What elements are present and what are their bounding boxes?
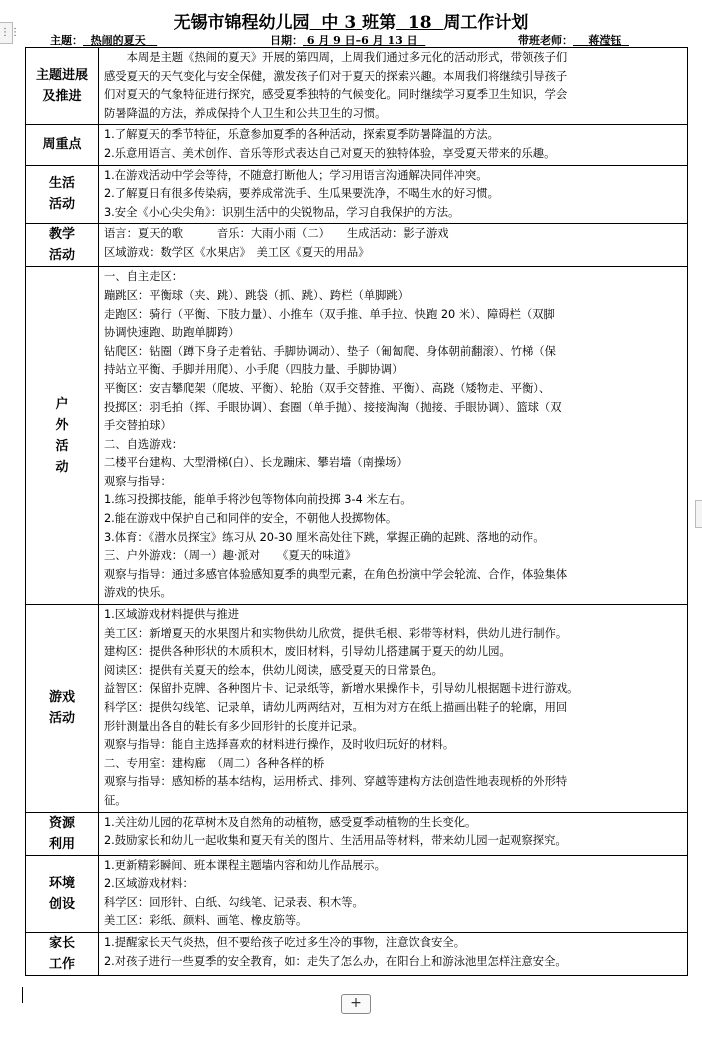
- content-line: 游戏的快乐。: [104, 586, 172, 600]
- content-line: 本周是主题《热闹的夏天》开展的第四周，上周我们通过多元化的活动形式，带领孩子们: [104, 51, 568, 64]
- text-cursor: [22, 987, 23, 1003]
- content-line: 观察与指导：能自主选择喜欢的材料进行操作，及时收归玩好的材料。: [104, 738, 455, 752]
- row-header-text: 工作: [48, 956, 75, 972]
- plan-row-outdoor: [26, 267, 688, 605]
- plan-row-life: [26, 165, 688, 224]
- plan-row-games: [26, 605, 688, 813]
- content-line: 一、自主走区：: [104, 270, 184, 284]
- date-value: 6 月 9 日–6 月 13 日: [306, 34, 418, 47]
- content-line: 们对夏天的气象特征进行探究，感受夏季独特的气候变化。同时继续学习夏季卫生知识，学会: [104, 88, 568, 102]
- weekly-plan-table: [25, 47, 688, 976]
- right-scroll-handle[interactable]: [695, 500, 702, 528]
- row-header-environment: [26, 855, 99, 932]
- content-line: 建构区：提供各种形状的木质积木，废旧材料，引导幼儿搭建属于夏天的幼儿园。: [104, 645, 511, 659]
- content-line: 阅读区：提供有关夏天的绘本，供幼儿阅读，感受夏天的日常景色。: [104, 663, 443, 677]
- row-header-life: [26, 165, 99, 224]
- content-line: 3.安全《小心尖尖角》：识别生活中的尖锐物品，学习自我保护的方法。: [104, 205, 460, 219]
- content-line: 防暑降温的方法，养成保持个人卫生和公共卫生的习惯。: [104, 106, 387, 120]
- content-line: 2.了解夏日有很多传染病，要养成常洗手、生瓜果要洗净，不喝生水的好习惯。: [104, 187, 499, 201]
- row-header-text: 游戏: [48, 690, 75, 706]
- row-header-text: 利用: [48, 836, 75, 852]
- plan-row-progress: [26, 48, 688, 125]
- content-line: 蹦跳区：平衡球（夹、跳）、跳袋（抓、跳）、跨栏（单脚跳）: [104, 288, 410, 302]
- row-header-text: 及推进: [42, 89, 82, 105]
- content-line: 1.区域游戏材料提供与推进: [104, 608, 240, 622]
- content-line: 科学区：提供勾线笔、记录单，请幼儿两两结对，互相为对方在纸上描画出鞋子的轮廓，用回: [104, 701, 568, 714]
- page-title: [0, 8, 702, 33]
- content-line: 征。: [104, 793, 127, 807]
- content-line: 协调快速跑、助跑单脚跨）: [104, 326, 240, 340]
- row-header-games: [26, 605, 99, 813]
- content-line: 益智区：保留扑克牌、各种图片卡、记录纸等，新增水果操作卡，引导幼儿根据题卡进行游戏。: [104, 682, 579, 696]
- plan-row-teaching: [26, 224, 688, 267]
- teacher-label: 带班老师：: [518, 34, 573, 47]
- content-line: 2.区域游戏材料：: [104, 877, 194, 891]
- row-header-text: 活动: [48, 248, 75, 264]
- row-header-teaching: [26, 224, 99, 267]
- content-line: 投掷区：羽毛拍（挥、手眼协调）、套圈（单手抛）、接接淘淘（抛接、手眼协调）、篮球（双: [104, 400, 562, 414]
- plan-row-environment: [26, 855, 688, 932]
- row-content-focus[interactable]: [99, 125, 688, 165]
- content-line: 1.提醒家长天气炎热，但不要给孩子吃过多生冷的事物，注意饮食安全。: [104, 935, 465, 949]
- row-header-text: 创设: [48, 896, 75, 912]
- row-content-progress[interactable]: [99, 48, 688, 125]
- row-header-progress: [26, 48, 99, 125]
- row-content-teaching[interactable]: [99, 224, 688, 267]
- row-header-text: 生活: [48, 176, 75, 192]
- content-line: 科学区：回形针、白纸、勾线笔、记录表、积木等。: [104, 895, 364, 909]
- content-line: 观察与指导：感知桥的基本结构，运用桥式、排列、穿越等建构方法创造性地表现桥的外形特: [104, 775, 568, 789]
- row-header-focus: [26, 125, 99, 165]
- row-header-text: 活: [55, 438, 69, 454]
- content-line: 手交替拍球）: [104, 419, 172, 433]
- content-line: 美工区：彩纸、颜料、画笔、橡皮筋等。: [104, 914, 308, 928]
- content-line: 走跑区：骑行（平衡、下肢力量）、小推车（双手推、单手拉、快跑 20 米）、障碍栏（双脚: [104, 307, 555, 321]
- kindergarten-name: 无锡市锦程幼儿园: [173, 13, 310, 33]
- content-line: 平衡区：安吉攀爬架（爬坡、平衡）、轮胎（双手交替推、平衡）、高跷（矮物走、平衡）、: [104, 381, 551, 395]
- content-line: 1.更新精彩瞬间、班本课程主题墙内容和幼儿作品展示。: [104, 858, 386, 872]
- content-line: 1.在游戏活动中学会等待，不随意打断他人；学习用语言沟通解决同伴冲突。: [104, 168, 488, 182]
- row-header-text: 环境: [48, 875, 75, 891]
- plan-row-parents: [26, 932, 688, 975]
- content-line: 2.鼓励家长和幼儿一起收集和夏天有关的图片、生活用品等材料，带来幼儿园一起观察探究。: [104, 834, 567, 848]
- content-line: 2.能在游戏中保护自己和同伴的安全，不朝他人投掷物体。: [104, 512, 398, 526]
- plan-row-focus: [26, 125, 688, 165]
- row-header-text: 教学: [48, 227, 75, 243]
- row-header-outdoor: [26, 267, 99, 605]
- plan-row-resources: [26, 812, 688, 855]
- content-line: 2.对孩子进行一些夏季的安全教育，如：走失了怎么办，在阳台上和游泳池里怎样注意安全。: [104, 954, 567, 968]
- row-content-resources[interactable]: [99, 812, 688, 855]
- row-header-resources: [26, 812, 99, 855]
- content-line: 钻爬区：钻圈（蹲下身子走着钻、手脚协调动）、垫子（匍匐爬、身体朝前翻滚）、竹梯（保: [104, 344, 556, 358]
- row-header-text: 周重点: [42, 137, 82, 153]
- theme-label: 主题：: [50, 34, 83, 47]
- content-line: 二、专用室：建构廊 （周二）各种各样的桥: [104, 756, 325, 770]
- content-line: 二楼平台建构、大型滑梯(白）、长龙蹦床、攀岩墙（南操场）: [104, 456, 408, 470]
- content-line: 观察与指导：: [104, 474, 172, 488]
- row-header-text: 资源: [48, 815, 75, 831]
- teacher-value: 蒋滢钰: [588, 34, 622, 47]
- class-name: 中 3: [321, 13, 357, 33]
- row-header-text: 外: [55, 417, 69, 433]
- add-row-button[interactable]: +: [341, 994, 371, 1014]
- date-label: 日期：: [270, 34, 303, 47]
- plan-meta: [50, 32, 680, 48]
- row-header-text: 动: [55, 459, 69, 475]
- row-content-parents[interactable]: [99, 932, 688, 975]
- row-header-text: 户: [55, 396, 69, 412]
- row-content-life[interactable]: [99, 165, 688, 224]
- week-number: 18: [407, 13, 432, 33]
- content-line: 1.了解夏天的季节特征，乐意参加夏季的各种活动，探索夏季防暑降温的方法。: [104, 128, 499, 142]
- content-line: 美工区：新增夏天的水果图片和实物供幼儿欣赏，提供毛根、彩带等材料，供幼儿进行制作。: [104, 626, 568, 640]
- row-header-parents: [26, 932, 99, 975]
- content-line: 1.练习投掷技能，能单手将沙包等物体向前投掷 3-4 米左右。: [104, 493, 412, 507]
- content-line: 形针测量出各自的鞋长有多少回形针的长度并记录。: [104, 719, 364, 733]
- content-line: 区域游戏：数学区《水果店》 美工区《夏天的用品》: [104, 245, 370, 259]
- row-header-text: 活动: [48, 711, 75, 727]
- row-header-text: 活动: [48, 197, 75, 213]
- content-line: 二、自选游戏：: [104, 437, 184, 451]
- content-line: 语言：夏天的歌 音乐：大雨小雨（二） 生成活动：影子游戏: [104, 227, 449, 241]
- week-suffix: 周工作计划: [443, 13, 529, 33]
- theme-value: 热闹的夏天: [90, 34, 146, 47]
- content-line: 1.关注幼儿园的花草树木及自然角的动植物，感受夏季动植物的生长变化。: [104, 815, 477, 829]
- content-line: 3.体育：《潜水员探宝》练习从 20-30 厘米高处往下跳，掌握正确的起跳、落地的动作。: [104, 530, 545, 544]
- row-content-environment[interactable]: [99, 855, 688, 932]
- content-line: 三、户外游戏：（周一）趣·派对 《夏天的味道》: [104, 549, 357, 563]
- content-line: 感受夏天的天气变化与安全保健，激发孩子们对于夏天的探索兴趣。本周我们将继续引导孩子: [104, 69, 568, 83]
- content-line: 2.乐意用语言、美术创作、音乐等形式表达自己对夏天的独特体验，享受夏天带来的乐趣。: [104, 146, 556, 160]
- class-suffix: 班第: [362, 13, 397, 33]
- content-line: 观察与指导：通过多感官体验感知夏季的典型元素，在角色扮演中学会轮流、合作，体验集体: [104, 567, 568, 581]
- row-header-text: 家长: [48, 935, 75, 951]
- row-header-text: 主题进展: [35, 68, 88, 84]
- row-content-outdoor[interactable]: [99, 267, 688, 605]
- table-move-handle[interactable]: ⋮⋮: [0, 22, 13, 44]
- content-line: 持站立平衡、手脚并用爬）、小手爬（四肢力量、手脚协调）: [104, 363, 404, 377]
- row-content-games[interactable]: [99, 605, 688, 813]
